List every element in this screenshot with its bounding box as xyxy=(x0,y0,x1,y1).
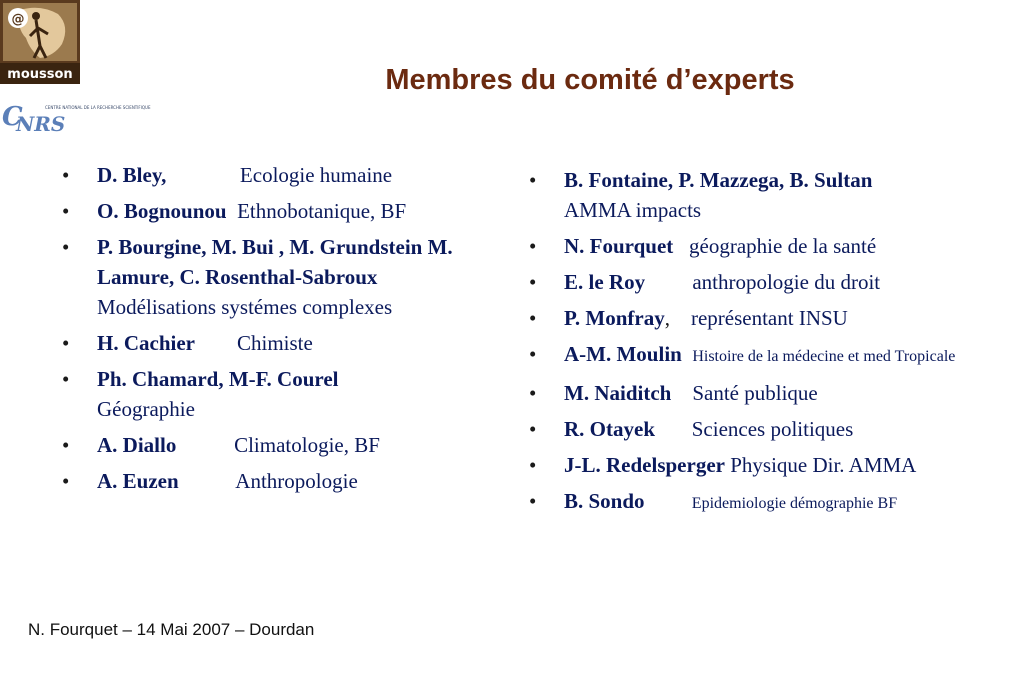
expert-item xyxy=(529,378,1023,408)
expert-item xyxy=(62,364,502,424)
spacer xyxy=(176,433,234,457)
expert-field: Géographie xyxy=(97,397,195,421)
expert-item xyxy=(529,165,1023,225)
expert-name: Ph. Chamard, M-F. Courel xyxy=(97,367,339,391)
spacer: , xyxy=(664,306,691,330)
expert-field: Modélisations systémes complexes xyxy=(97,295,393,319)
spacer xyxy=(227,199,238,223)
expert-field: Chimiste xyxy=(236,331,313,355)
cnrs-logo xyxy=(0,95,151,137)
svg-text:C: C xyxy=(2,102,23,132)
spacer xyxy=(673,234,689,258)
expert-name: P. Bourgine, M. Bui , M. Grundstein M. Lamure, C. Rosenthal-Sabroux xyxy=(97,235,453,289)
expert-name: R. Otayek xyxy=(564,417,655,441)
expert-field: anthropologie du droit xyxy=(692,270,881,294)
expert-field: géographie de la santé xyxy=(689,234,877,258)
svg-text:@: @ xyxy=(11,12,25,27)
expert-name: E. le Roy xyxy=(564,270,646,294)
expert-field: Ecologie humaine xyxy=(239,163,393,187)
expert-item xyxy=(62,232,502,322)
slide-title: Membres du comité d’experts xyxy=(385,64,795,96)
expert-field: Santé publique xyxy=(692,381,818,405)
spacer xyxy=(195,331,237,355)
expert-item xyxy=(529,486,1023,519)
expert-name: D. Bley, xyxy=(97,163,167,187)
expert-item xyxy=(62,466,502,496)
expert-name: O. Bognounou xyxy=(97,199,227,223)
expert-name: B. Sondo xyxy=(564,489,645,513)
expert-name: A-M. Moulin xyxy=(564,342,682,366)
expert-field: Ethnobotanique, BF xyxy=(237,199,407,223)
expert-field: AMMA impacts xyxy=(564,198,702,222)
expert-field: Epidemiologie démographie BF xyxy=(691,495,898,512)
expert-item xyxy=(529,450,1023,480)
expert-field: Physique Dir. AMMA xyxy=(730,453,917,477)
expert-field: Sciences politiques xyxy=(691,417,854,441)
cnrs-logo-text: CENTRE NATIONAL DE LA RECHERCHE SCIENTIFIQUE xyxy=(45,105,151,110)
expert-item xyxy=(62,430,502,460)
expert-item xyxy=(62,328,502,358)
spacer xyxy=(179,469,236,493)
expert-name: P. Monfray xyxy=(564,306,665,330)
spacer xyxy=(682,342,693,366)
expert-name: B. Fontaine, P. Mazzega, B. Sultan xyxy=(564,168,873,192)
expert-name: A. Euzen xyxy=(97,469,179,493)
mousson-logo-text: mousson xyxy=(7,67,73,82)
expert-item xyxy=(62,160,502,190)
expert-item xyxy=(529,267,1023,297)
spacer xyxy=(166,163,240,187)
spacer xyxy=(671,381,692,405)
svg-text:NRS: NRS xyxy=(16,112,66,136)
expert-field: Anthropologie xyxy=(235,469,358,493)
expert-item xyxy=(529,339,1023,372)
expert-field: Histoire de la médecine et med Tropicale xyxy=(692,348,956,365)
spacer xyxy=(645,489,692,513)
expert-item xyxy=(529,231,1023,261)
expert-name: M. Naiditch xyxy=(564,381,672,405)
expert-field: représentant INSU xyxy=(690,306,848,330)
expert-name: H. Cachier xyxy=(97,331,195,355)
footer-text: N. Fourquet – 14 Mai 2007 – Dourdan xyxy=(28,620,315,639)
expert-item xyxy=(529,303,1023,333)
spacer xyxy=(645,270,692,294)
expert-item xyxy=(62,196,502,226)
spacer xyxy=(655,417,692,441)
expert-name: A. Diallo xyxy=(97,433,177,457)
expert-name: J-L. Redelsperger xyxy=(564,453,725,477)
experts-list-right xyxy=(529,165,1023,525)
expert-item xyxy=(529,414,1023,444)
experts-list-left xyxy=(62,160,502,502)
expert-name: N. Fourquet xyxy=(564,234,674,258)
mousson-logo xyxy=(0,0,80,84)
expert-field: Climatologie, BF xyxy=(234,433,380,457)
